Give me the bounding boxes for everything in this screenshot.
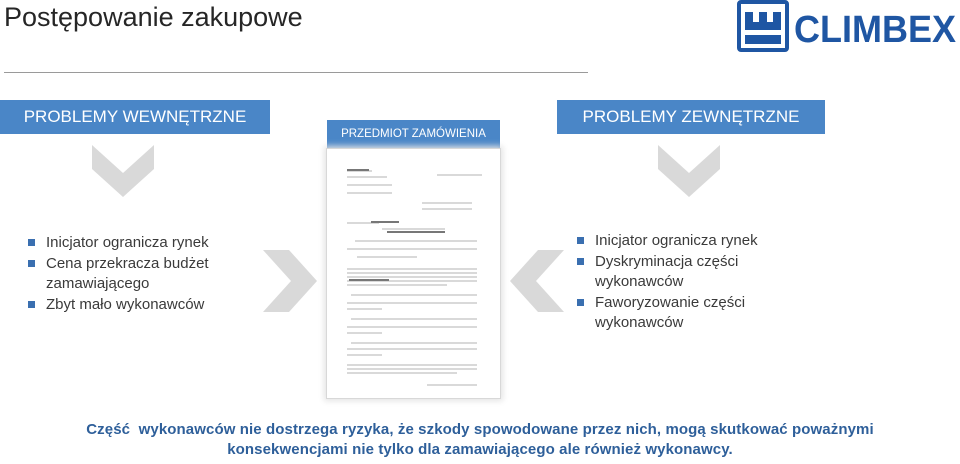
bullet-icon — [577, 299, 584, 306]
footer-line-1: Część wykonawców nie dostrzega ryzyka, że szkody spowodowane przez nich, mogą skutkować poważnymi — [86, 421, 874, 438]
list-item: Faworyzowanie części wykonawców — [577, 293, 785, 334]
external-problems-list — [577, 231, 837, 334]
title-underline — [4, 72, 588, 73]
order-form-document-image — [327, 149, 500, 398]
list-item: Inicjator ogranicza rynek — [28, 233, 268, 254]
chevron-down-icon — [658, 145, 720, 197]
internal-problems-list — [28, 233, 268, 315]
chevron-left-icon — [510, 250, 564, 312]
climbex-logo-icon — [739, 2, 787, 50]
bullet-icon — [28, 301, 35, 308]
bullet-icon — [28, 260, 35, 267]
document-thumbnail — [327, 149, 500, 398]
footer-note — [0, 420, 960, 460]
climbex-logo-text: CLIMBEX — [794, 9, 957, 51]
chevron-right-icon — [263, 250, 317, 312]
order-subject-header: PRZEDMIOT ZAMÓWIENIA — [327, 120, 500, 149]
list-item: Dyskryminacja części wykonawców — [577, 252, 765, 293]
list-item: Zbyt mało wykonawców — [28, 295, 268, 316]
bullet-icon — [577, 237, 584, 244]
footer-line-2: konsekwencjami nie tylko dla zamawiającego ale również wykonawcy. — [227, 441, 733, 458]
page-title: Postępowanie zakupowe — [4, 2, 303, 32]
list-item: Cena przekracza budżet zamawiającego — [28, 254, 268, 295]
list-item: Inicjator ogranicza rynek — [577, 231, 795, 252]
bullet-icon — [28, 239, 35, 246]
external-problems-header: PROBLEMY ZEWNĘTRZNE — [557, 100, 825, 134]
internal-problems-header: PROBLEMY WEWNĘTRZNE — [0, 100, 270, 134]
bullet-icon — [577, 258, 584, 265]
chevron-down-icon — [92, 145, 154, 197]
climbex-logo — [736, 0, 960, 54]
